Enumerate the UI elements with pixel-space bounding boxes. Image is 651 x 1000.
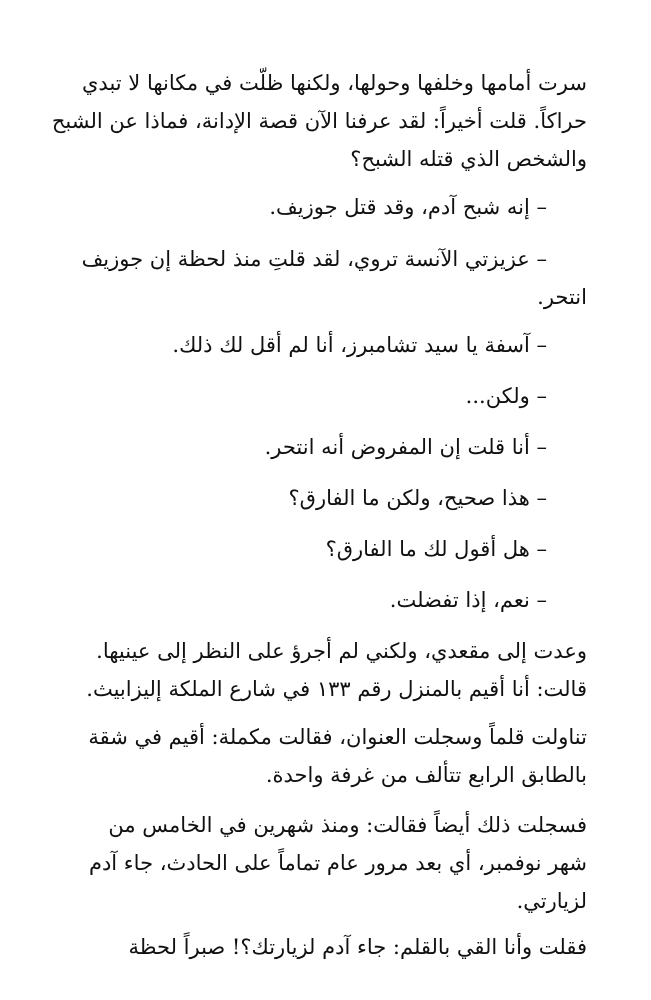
text-line: والشخص الذي قتله الشبح؟ <box>350 147 587 171</box>
dialogue-line-6 <box>60 479 587 517</box>
dialogue-line-8 <box>60 581 587 619</box>
paragraph-3 <box>60 718 587 794</box>
text-line: – أنا قلت إن المفروض أنه انتحر. <box>264 435 547 459</box>
dialogue-line-1 <box>60 188 587 226</box>
dialogue-line-7 <box>60 530 587 568</box>
text-line: فقلت وأنا القي بالقلم: جاء آدم لزيارتك؟! صبراً لحظة <box>128 935 587 959</box>
text-line: لزيارتي. <box>516 889 587 913</box>
text-line: قالت: أنا أقيم بالمنزل رقم ١٣٣ في شارع الملكة إليزابيث. <box>86 677 587 701</box>
paragraph-5 <box>60 928 587 966</box>
text-line: وعدت إلى مقعدي، ولكني لم أجرؤ على النظر إلى عينيها. <box>96 639 587 663</box>
text-line: سرت أمامها وخلفها وحولها، ولكنها ظلّت في مكانها لا تبدي <box>81 71 587 95</box>
text-line: انتحر. <box>537 285 587 309</box>
text-line: شهر نوفمبر، أي بعد مرور عام تماماً على الحادث، جاء آدم <box>88 851 587 875</box>
text-line: بالطابق الرابع تتألف من غرفة واحدة. <box>265 763 587 787</box>
text-line: حراكاً. قلت أخيراً: لقد عرفنا الآن قصة الإدانة، فماذا عن الشبح <box>51 109 587 133</box>
dialogue-line-5 <box>60 428 587 466</box>
text-line: – آسفة يا سيد تشامبرز، أنا لم أقل لك ذلك. <box>172 333 547 357</box>
text-line: – هذا صحيح، ولكن ما الفارق؟ <box>288 486 547 510</box>
dialogue-line-2 <box>60 240 587 316</box>
text-line: – نعم، إذا تفضلت. <box>389 588 547 612</box>
text-line: فسجلت ذلك أيضاً فقالت: ومنذ شهرين في الخامس من <box>108 813 587 837</box>
paragraph-1 <box>51 64 587 178</box>
text-line: – عزيزتي الآنسة تروي، لقد قلتِ منذ لحظة إن جوزيف <box>81 247 547 271</box>
text-line: – إنه شبح آدم، وقد قتل جوزيف. <box>269 195 547 219</box>
text-line: – هل أقول لك ما الفارق؟ <box>325 537 547 561</box>
text-line: – ولكن... <box>465 384 547 408</box>
dialogue-line-4 <box>60 377 587 415</box>
text-line: تناولت قلماً وسجلت العنوان، فقالت مكملة: أقيم في شقة <box>88 725 587 749</box>
paragraph-4 <box>60 806 587 920</box>
dialogue-line-3 <box>60 326 587 364</box>
paragraph-2 <box>60 632 587 708</box>
